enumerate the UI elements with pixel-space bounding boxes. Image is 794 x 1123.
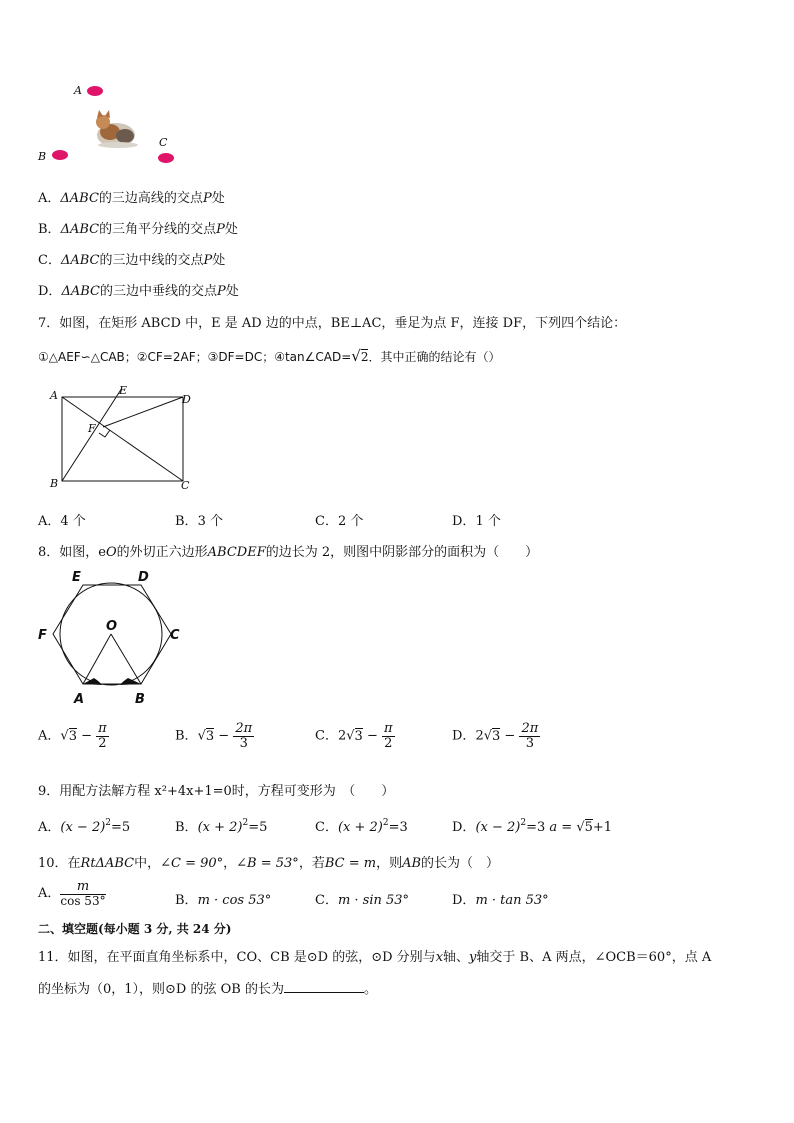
diagonal-ac	[62, 397, 183, 481]
point-b-dot	[52, 150, 68, 160]
extra-expression: a =	[549, 820, 577, 835]
radicand: 3	[205, 728, 215, 744]
q7-option-a	[38, 510, 86, 529]
option-text: 2 个	[337, 514, 364, 529]
x-axis-var: x	[435, 950, 444, 965]
q10-option-b	[175, 889, 271, 908]
answer-blank[interactable]	[284, 982, 364, 993]
label-f: F	[88, 422, 96, 435]
option-end: 处	[212, 253, 226, 268]
extra-expression-end: +1	[592, 820, 613, 835]
radicand: 3	[492, 728, 501, 744]
option-text: m · cos 53°	[197, 893, 272, 908]
cat-picture	[96, 110, 138, 148]
numerator: π	[383, 721, 393, 736]
fraction	[60, 880, 105, 907]
label-e: E	[119, 384, 128, 397]
option-letter: A．	[38, 728, 61, 744]
sqrt-sign: √	[197, 728, 206, 744]
triangle-name: ΔABC	[60, 253, 100, 268]
label-c: C	[170, 628, 180, 643]
q8-hexagon-figure	[34, 568, 194, 713]
right-hand-side: =3	[388, 820, 408, 835]
q10-option-c	[315, 889, 409, 908]
stem-part: 的长为（ ）	[421, 856, 500, 871]
option-letter: D．	[38, 284, 62, 299]
point-p: P	[202, 191, 212, 206]
bc-value: BC = m	[324, 856, 377, 871]
option-letter: D．	[452, 893, 476, 908]
numerator: π	[98, 721, 107, 736]
denominator: 2	[98, 735, 107, 751]
expression: (x − 2)	[475, 820, 521, 835]
sqrt-sign: √	[483, 728, 493, 744]
q7-rectangle-figure	[40, 382, 200, 492]
q7-option-d	[452, 510, 501, 529]
sqrt-sign: √	[351, 347, 361, 365]
label-b: B	[135, 692, 145, 707]
stem-part: ，若	[298, 856, 325, 871]
fraction	[233, 722, 254, 750]
option-text: 的三边中垂线的交点	[99, 284, 217, 299]
conclusions-end: ．其中正确的结论有（）	[368, 350, 501, 364]
hexagon-name: ABCDEF	[207, 545, 266, 560]
conclusions-text: ①△AEF∽△CAB；②CF=2AF；③DF=DC；④tan∠CAD=	[38, 350, 352, 364]
option-letter: B．	[175, 728, 198, 744]
option-letter: C．	[315, 893, 338, 908]
q11-line2	[38, 978, 377, 997]
exponent: 2	[105, 818, 112, 828]
stem-part: 轴交于 B、A 两点，∠OCB＝60°，点 A	[476, 950, 712, 965]
option-end: 处	[224, 222, 238, 237]
q8-option-d: D．2√3 − $\frac{2\pi}{3}$	[452, 721, 539, 751]
q6-option-b	[38, 218, 238, 237]
option-letter: D．	[452, 514, 476, 529]
stem-part: 10．在	[38, 856, 81, 871]
option-letter: C．	[315, 728, 338, 744]
option-letter: B．	[38, 222, 61, 237]
stem-part: 轴、	[443, 950, 470, 965]
y-axis-var: y	[469, 950, 477, 965]
option-text: m · tan 53°	[475, 893, 549, 908]
denominator: 3	[525, 735, 535, 751]
label-b: B	[50, 477, 59, 490]
option-letter: B．	[175, 820, 198, 835]
label-a: A	[74, 84, 82, 97]
center-o: O	[105, 545, 117, 560]
option-letter: B．	[175, 893, 198, 908]
label-d: D	[138, 570, 149, 585]
q10-option-a	[38, 880, 106, 907]
point-a-dot	[87, 86, 103, 96]
option-text: m · sin 53°	[337, 893, 410, 908]
exponent: 2	[520, 818, 527, 828]
right-hand-side: =5	[111, 820, 131, 835]
sqrt-sign: √	[60, 728, 69, 744]
q7-option-b	[175, 510, 223, 529]
q9-option-a	[38, 816, 130, 835]
expression: (x + 2)	[337, 820, 383, 835]
segment-df	[103, 397, 183, 427]
q6-figure	[30, 78, 190, 168]
q6-option-d	[38, 280, 239, 299]
angle-c: ∠C = 90°	[160, 856, 224, 871]
option-letter: A．	[38, 820, 61, 835]
q9-option-c	[315, 816, 408, 835]
label-c: C	[159, 136, 168, 149]
stem-part: ，	[223, 856, 237, 871]
q8-option-a: A．√3 − $\frac{\pi}{2}$	[38, 721, 107, 751]
fraction	[382, 722, 395, 750]
right-hand-side: =3	[526, 820, 546, 835]
q7-option-c	[315, 510, 363, 529]
angle-b: ∠B = 53°	[236, 856, 299, 871]
numerator: 2π	[521, 721, 539, 736]
label-c: C	[181, 479, 190, 492]
expression: (x − 2)	[60, 820, 106, 835]
point-c-dot	[158, 153, 174, 163]
label-o: O	[106, 619, 118, 634]
point-p: P	[216, 222, 225, 237]
segment-oa	[83, 634, 111, 684]
fraction	[519, 722, 540, 750]
exponent: 2	[242, 818, 249, 828]
expression: (x + 2)	[197, 820, 243, 835]
option-letter: C．	[38, 253, 61, 268]
stem-part: 中，	[134, 856, 161, 871]
q6-option-a	[38, 187, 225, 206]
label-f: F	[38, 628, 47, 643]
denominator: cos 53°	[60, 893, 106, 908]
option-letter: C．	[315, 514, 338, 529]
option-letter: A．	[38, 886, 61, 902]
option-text: 1 个	[475, 514, 501, 529]
coefficient: 2	[475, 728, 484, 744]
q11-line1	[38, 946, 711, 965]
numerator: 2π	[235, 721, 253, 736]
triangle-name: ΔABC	[60, 222, 100, 237]
option-letter: A．	[38, 514, 61, 529]
q8-stem	[38, 541, 538, 560]
option-letter: B．	[175, 514, 198, 529]
option-text: 3 个	[197, 514, 223, 529]
q10-option-d	[452, 889, 549, 908]
radicand: 3	[354, 728, 363, 744]
right-angle-mark	[99, 430, 110, 437]
label-d: D	[182, 393, 191, 406]
radicand: 3	[68, 728, 77, 744]
q6-option-c	[38, 249, 225, 268]
stem-part: 。	[363, 982, 377, 997]
stem-part: 的坐标为（0，1），则⊙D 的弦 OB 的长为	[38, 982, 284, 997]
label-e: E	[72, 570, 81, 585]
q9-option-d	[452, 816, 612, 835]
numerator: m	[60, 880, 105, 895]
point-p: P	[203, 253, 213, 268]
q8-option-c: C．2√3 − $\frac{\pi}{2}$	[315, 721, 393, 751]
ab-segment: AB	[402, 856, 422, 871]
option-text: 4 个	[60, 514, 86, 529]
stem-part: 的外切正六边形	[116, 545, 208, 560]
section-title: 二、填空题(每小题 3 分, 共 24 分)	[38, 922, 232, 936]
stem-part: 11．如图，在平面直角坐标系中，CO、CB 是⊙D 的弦，⊙D 分别与	[38, 950, 436, 965]
option-letter: D．	[452, 820, 476, 835]
denominator: 2	[384, 735, 393, 751]
circle-symbol: e	[98, 545, 106, 560]
sqrt-radicand: 2	[360, 350, 369, 364]
option-letter: A．	[38, 191, 61, 206]
stem-part: ，则	[376, 856, 403, 871]
option-letter: C．	[315, 820, 338, 835]
label-a: A	[50, 389, 58, 402]
q7-stem: 7．如图，在矩形 ABCD 中，E 是 AD 边的中点，BE⊥AC，垂足为点 F，连接 DF，下列四个结论：	[38, 316, 627, 331]
right-hand-side: =5	[248, 820, 268, 835]
q9-stem: 9．用配方法解方程 x²+4x+1=0时，方程可变形为 （ ）	[38, 784, 395, 799]
triangle-name: ΔABC	[60, 191, 99, 206]
exponent: 2	[382, 818, 389, 828]
point-p: P	[216, 284, 226, 299]
option-end: 处	[225, 284, 239, 299]
label-b: B	[38, 150, 47, 163]
option-letter: D．	[452, 728, 476, 744]
segment-ob	[111, 634, 141, 684]
triangle-name: ΔABC	[61, 284, 100, 299]
label-a: A	[74, 692, 85, 707]
radicand: 5	[584, 820, 593, 835]
option-text: 的三角平分线的交点	[99, 222, 217, 237]
q9-option-b	[175, 816, 267, 835]
option-text: 的三边中线的交点	[99, 253, 204, 268]
denominator: 3	[239, 735, 248, 751]
fraction	[96, 722, 109, 750]
q7-conclusions	[38, 347, 500, 365]
coefficient: 2	[337, 728, 347, 744]
q8-option-b: B．√3 − $\frac{2\pi}{3}$	[175, 721, 253, 751]
triangle-name: RtΔABC	[80, 856, 135, 871]
option-text: 的三边高线的交点	[98, 191, 203, 206]
hexagon	[53, 585, 171, 684]
q10-stem	[38, 852, 499, 871]
sqrt-sign: √	[576, 820, 585, 835]
option-end: 处	[211, 191, 225, 206]
stem-part: 的边长为 2，则图中阴影部分的面积为（ ）	[265, 545, 539, 560]
stem-part: 8．如图，	[38, 545, 99, 560]
sqrt-sign: √	[346, 728, 355, 744]
